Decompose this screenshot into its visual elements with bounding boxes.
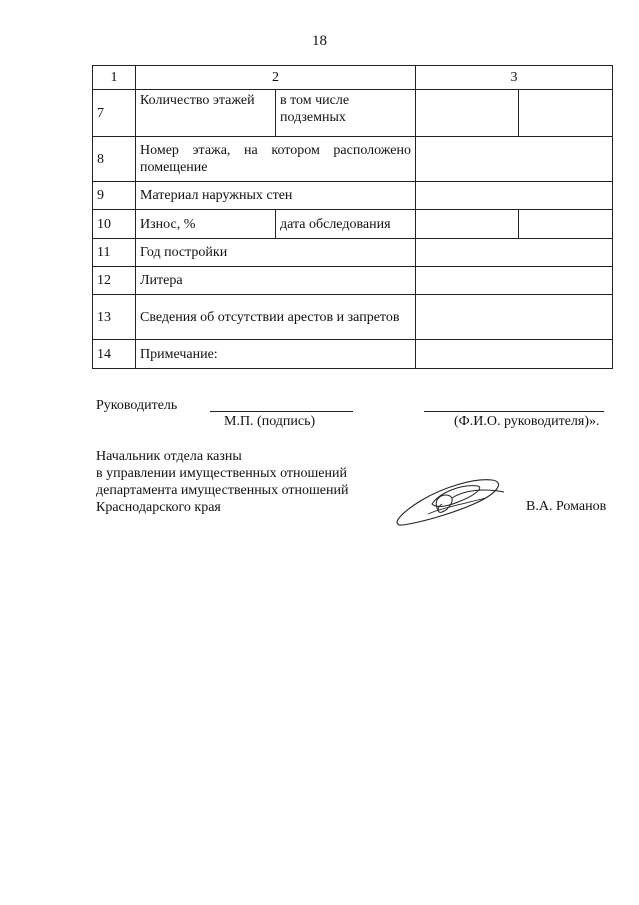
official-title-line: департамента имущественных отношений [96,483,349,498]
property-info-table [92,65,613,369]
row-label: Примечание: [136,340,416,369]
table-row [93,137,613,182]
header-col-1: 1 [93,66,136,90]
row-number: 12 [93,267,136,295]
table-row [93,182,613,210]
row-number: 11 [93,239,136,267]
official-title-line: в управлении имущественных отношений [96,466,347,481]
row-number: 10 [93,210,136,239]
official-title-line: Краснодарского края [96,500,221,515]
row-label: Материал наружных стен [136,182,416,210]
manager-label: Руководитель [96,398,178,413]
row-number: 13 [93,295,136,340]
row-label: Номер этажа, на котором расположено помещение [136,137,416,182]
row-label: Год постройки [136,239,416,267]
header-col-2: 2 [136,66,416,90]
row-number: 8 [93,137,136,182]
value-cell [519,90,613,137]
row-label: Сведения об отсутствии арестов и запретов [136,295,416,340]
row-sublabel: в том числе подземных [276,90,416,137]
header-col-3: 3 [416,66,613,90]
page-number: 18 [312,33,327,49]
row-sublabel: дата обследования [276,210,416,239]
value-cell [416,182,613,210]
value-cell [416,239,613,267]
signature-line [210,411,353,412]
row-label: Износ, % [136,210,276,239]
handwritten-signature [392,470,517,530]
official-title [96,448,396,516]
name-line [424,411,604,412]
row-number: 7 [93,90,136,137]
official-name: В.А. Романов [526,499,607,514]
value-cell [416,210,519,239]
row-label: Литера [136,267,416,295]
value-cell [416,267,613,295]
value-cell [416,90,519,137]
name-caption: (Ф.И.О. руководителя)». [454,414,600,429]
row-number: 9 [93,182,136,210]
table-row [93,90,613,137]
table-row [93,239,613,267]
official-title-line: Начальник отдела казны [96,449,242,464]
table-row [93,340,613,369]
value-cell [519,210,613,239]
value-cell [416,295,613,340]
stamp-caption: М.П. (подпись) [224,414,316,429]
table-row [93,267,613,295]
table-header-row [93,66,613,90]
table-row [93,295,613,340]
row-label: Количество этажей [136,90,276,137]
value-cell [416,137,613,182]
table-row [93,210,613,239]
row-number: 14 [93,340,136,369]
value-cell [416,340,613,369]
